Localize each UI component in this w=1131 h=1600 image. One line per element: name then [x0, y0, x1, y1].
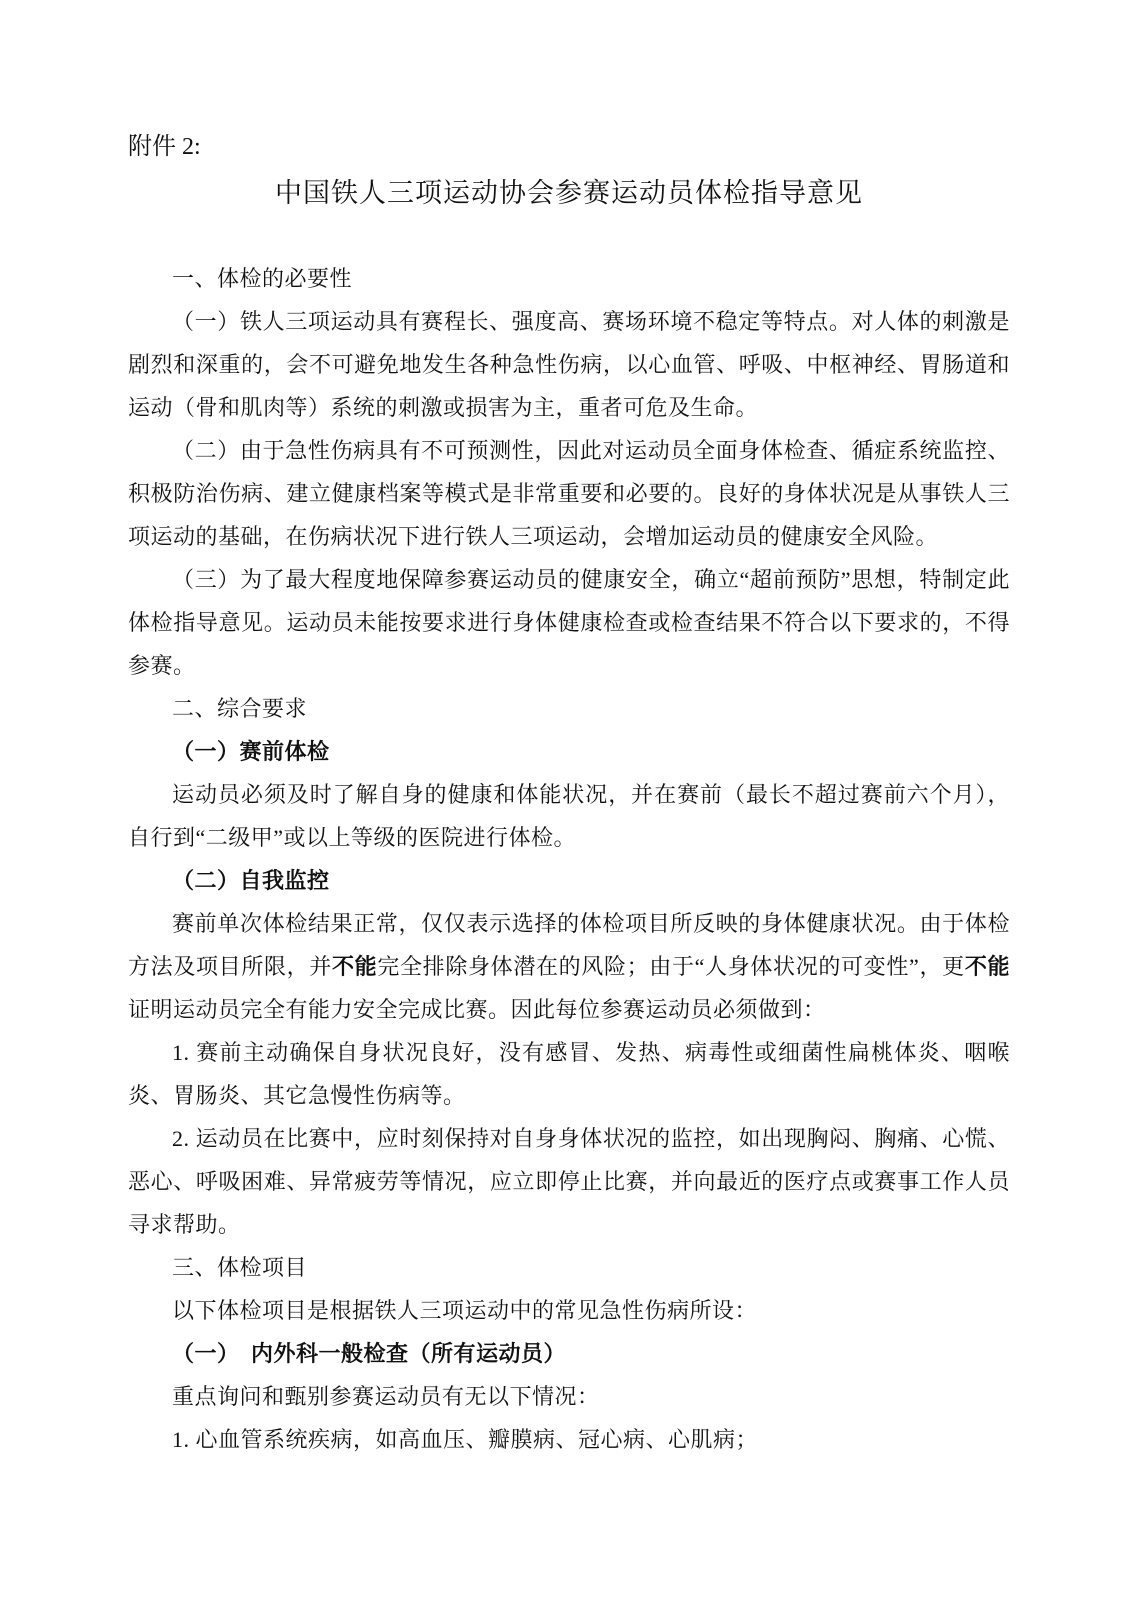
text-run: 2. 运动员在比赛中，应时刻保持对自身身体状况的监控，如出现胸闷、胸痛、心慌、恶心、呼吸困难、异常疲劳等情况，应立即停止比赛，并向最近的医疗点或赛事工作人员寻求帮助。: [128, 1126, 1010, 1237]
text-run: 运动员必须及时了解自身的健康和体能状况，并在赛前（最长不超过赛前六个月），自行到“二级甲”或以上等级的医院进行体检。: [128, 782, 1010, 850]
sub-heading: [128, 730, 1010, 773]
text-run: 重点询问和甄别参赛运动员有无以下情况：: [172, 1384, 600, 1409]
paragraph: [128, 558, 1010, 687]
paragraph: [128, 902, 1010, 1031]
document-body: [128, 257, 1010, 1461]
text-run: （一）铁人三项运动具有赛程长、强度高、赛场环境不稳定等特点。对人体的刺激是剧烈和深重的，会不可避免地发生各种急性伤病，以心血管、呼吸、中枢神经、胃肠道和运动（骨和肌肉等）系统的刺激或损害为主，重者可危及生命。: [128, 309, 1010, 420]
section-heading: [128, 257, 1010, 300]
text-run: 一、体检的必要性: [172, 266, 353, 291]
text-run: 以下体检项目是根据铁人三项运动中的常见急性伤病所设：: [172, 1298, 758, 1323]
text-run: （二）自我监控: [172, 868, 330, 893]
paragraph: [128, 429, 1010, 558]
text-run: 完全排除身体潜在的风险；由于“人身体状况的可变性”，更: [377, 954, 965, 979]
paragraph: [128, 300, 1010, 429]
text-run: 不能: [964, 954, 1010, 979]
section-heading: [128, 1246, 1010, 1289]
paragraph: [128, 1117, 1010, 1246]
section-heading: [128, 687, 1010, 730]
text-run: 二、综合要求: [172, 696, 308, 721]
text-run: （三）为了最大程度地保障参赛运动员的健康安全，确立“超前预防”思想，特制定此体检指导意见。运动员未能按要求进行身体健康检查或检查结果不符合以下要求的，不得参赛。: [128, 567, 1010, 678]
paragraph: [128, 1375, 1010, 1418]
paragraph: [128, 1031, 1010, 1117]
text-run: 1. 赛前主动确保自身状况良好，没有感冒、发热、病毒性或细菌性扁桃体炎、咽喉炎、胃肠炎、其它急慢性伤病等。: [128, 1040, 1010, 1108]
paragraph: [128, 1289, 1010, 1332]
page-title: 中国铁人三项运动协会参赛运动员体检指导意见: [275, 178, 863, 208]
text-run: 证明运动员完全有能力安全完成比赛。因此每位参赛运动员必须做到：: [128, 997, 826, 1022]
text-run: 1. 心血管系统疾病，如高血压、瓣膜病、冠心病、心肌病；: [172, 1427, 759, 1452]
text-run: 三、体检项目: [172, 1255, 308, 1280]
text-run: （一）赛前体检: [172, 739, 330, 764]
text-run: 不能: [331, 954, 378, 979]
paragraph: [128, 1418, 1010, 1461]
paragraph: [128, 773, 1010, 859]
attachment-label: 附件 2:: [128, 134, 201, 160]
sub-heading: [128, 859, 1010, 902]
text-run: （二）由于急性伤病具有不可预测性，因此对运动员全面身体检查、循症系统监控、积极防治伤病、建立健康档案等模式是非常重要和必要的。良好的身体状况是从事铁人三项运动的基础，在伤病状况下进行铁人三项运动，会增加运动员的健康安全风险。: [128, 438, 1010, 549]
text-run: （一） 内外科一般检查（所有运动员）: [172, 1341, 567, 1366]
text-run: 赛前单次体检结果正常，仅仅表示选择的体检项目所反映的身体健康状况。由于体检方法及项目所限，并: [128, 911, 1010, 979]
sub-heading: [128, 1332, 1010, 1375]
